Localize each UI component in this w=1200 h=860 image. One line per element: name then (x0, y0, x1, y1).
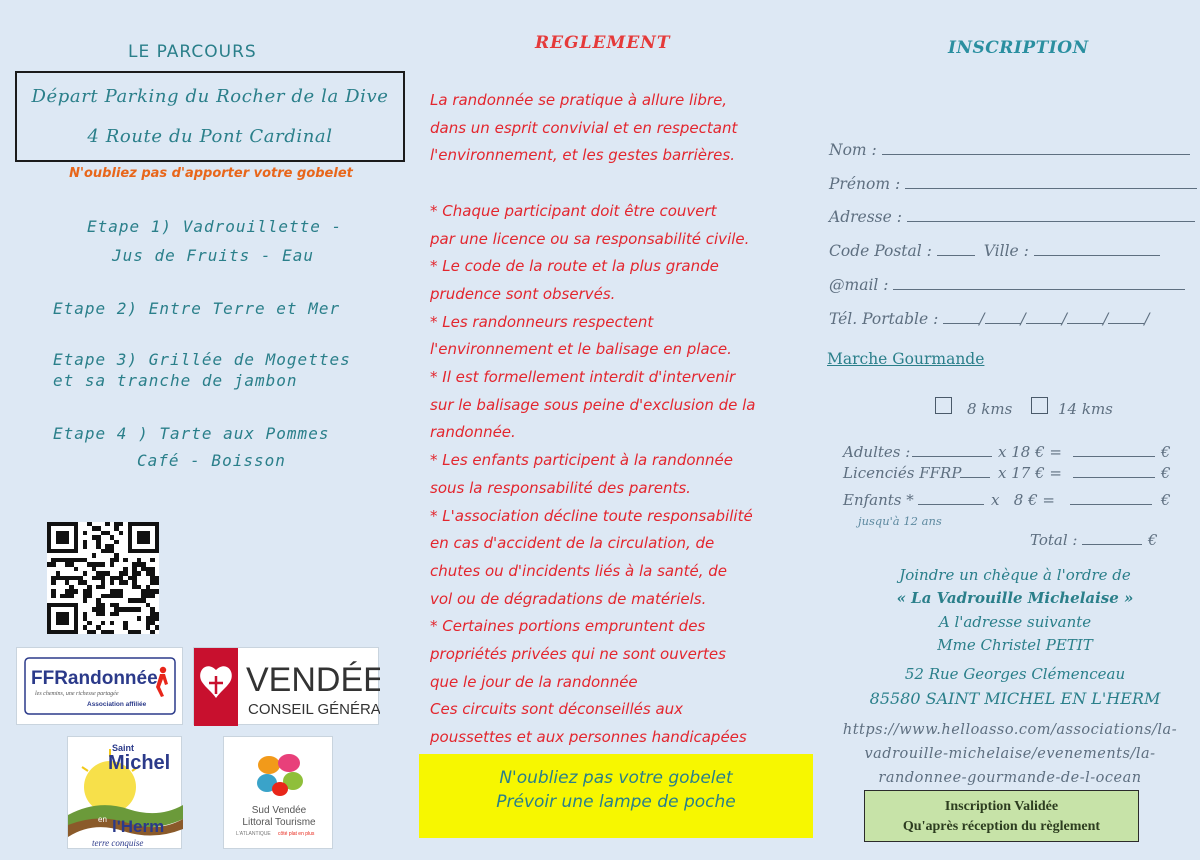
reglement-line: que le jour de la randonnée (430, 672, 638, 691)
ville-label: Ville : (983, 242, 1029, 260)
licencies-total-input[interactable] (1073, 464, 1155, 482)
reglement-line: * Certaines portions empruntent des (430, 617, 706, 636)
reminder-box (419, 754, 813, 838)
adresse-field[interactable] (829, 208, 1195, 226)
stmichel-en: en (98, 815, 107, 824)
saint-michel-logo (67, 736, 182, 849)
prenom-label: Prénom : (829, 175, 901, 193)
reglement-line: * Les randonneurs respectent (430, 312, 654, 331)
option-14km-label: 14 kms (1058, 400, 1113, 418)
licencies-calc: x 17 € = (998, 464, 1062, 482)
reminder-line-1: N'oubliez pas votre gobelet (499, 768, 733, 788)
code-postal-field[interactable] (829, 242, 1160, 260)
helloasso-url-line-1[interactable]: https://www.helloasso.com/associations/la- (842, 722, 1178, 738)
helloasso-url-line-2[interactable]: vadrouille-michelaise/evenements/la- (864, 746, 1156, 762)
reglement-line: La randonnée se pratique à allure libre, (430, 91, 728, 109)
reglement-line: * Le code de la route et la plus grande (430, 257, 719, 276)
validation-line-1: Inscription Validée (944, 799, 1059, 814)
reglement-line: poussettes et aux personnes handicapées (430, 728, 747, 747)
validation-line-2: Qu'après réception du règlement (902, 819, 1101, 834)
ffr-name: FFRandonnée (31, 668, 158, 689)
checkbox-14km[interactable] (1031, 397, 1048, 414)
adultes-qty-input[interactable] (912, 443, 992, 461)
stmichel-herm: l'Herm (112, 817, 165, 836)
adultes-label: Adultes : (843, 443, 911, 461)
enfants-calc: x 8 € = (991, 491, 1055, 509)
cheque-payee: « La Vadrouille Michelaise » (896, 589, 1134, 607)
reglement-line: l'environnement et le balisage en place. (430, 340, 732, 359)
adresse-label: Adresse : (829, 208, 902, 226)
parcours-title: LE PARCOURS (128, 42, 257, 62)
reglement-line: * L'association décline toute responsabilité (430, 506, 753, 525)
nom-field[interactable] (829, 141, 1190, 159)
licencies-label: Licenciés FFRP (843, 464, 962, 482)
etape-4-line-1: Etape 4 ) Tarte aux Pommes (53, 424, 330, 443)
sud-line-1: Sud Vendée (251, 805, 307, 816)
sud-line-3b: côté plat en plus (278, 831, 315, 837)
mail-field[interactable] (829, 276, 1185, 294)
reglement-title: REGLEMENT (535, 33, 671, 53)
reglement-line: prudence sont observés. (430, 284, 616, 303)
enfants-euro: € (1161, 491, 1171, 509)
enfants-label: Enfants * (843, 491, 914, 509)
mail-label: @mail : (829, 276, 889, 294)
reglement-line: dans un esprit convivial et en respectant (430, 118, 738, 137)
ffrandonnee-logo (16, 647, 183, 725)
ffr-tag: les chemins, une richesse partagée (35, 691, 119, 697)
sud-line-3: L'ATLANTIQUE (236, 831, 271, 837)
reglement-line: * Les enfants participent à la randonnée (430, 451, 733, 470)
reglement-line: propriétés privées qui ne sont ouvertes (430, 645, 726, 663)
adresse-suivante: A l'adresse suivante (938, 613, 1092, 631)
etape-3-line-1: Etape 3) Grillée de Mogettes (53, 350, 351, 369)
adultes-total-input[interactable] (1073, 443, 1155, 461)
sud-line-2: Littoral Tourisme (242, 817, 316, 828)
telephone-field[interactable]: Tél. Portable : / / / / / (829, 310, 1150, 328)
adultes-calc: x 18 € = (998, 443, 1062, 461)
etape-1-line-1: Etape 1) Vadrouillette - (87, 217, 343, 236)
reminder-line-2: Prévoir une lampe de poche (496, 792, 736, 812)
sud-vendee-logo (223, 736, 333, 849)
cheque-instruction: Joindre un chèque à l'ordre de (899, 566, 1131, 584)
enfants-qty-input[interactable] (918, 491, 984, 509)
stmichel-top: Saint (112, 743, 135, 753)
etape-1-line-2: Jus de Fruits - Eau (112, 246, 315, 265)
contact-name: Mme Christel PETIT (937, 636, 1093, 654)
reglement-line: * Chaque participant doit être couvert (430, 201, 717, 220)
helloasso-url-line-3[interactable]: randonnee-gourmande-de-l-ocean (878, 770, 1142, 786)
reglement-line: Ces circuits sont déconseillés aux (430, 700, 684, 719)
vendee-logo (193, 647, 379, 725)
reglement-line: randonnée. (430, 423, 516, 442)
depart-line-1: Départ Parking du Rocher de la Dive (31, 86, 389, 107)
vendee-sub: CONSEIL GÉNÉRAL (248, 701, 380, 718)
street-address: 52 Rue Georges Clémenceau (904, 665, 1126, 683)
city-address: 85580 SAINT MICHEL EN L'HERM (869, 689, 1161, 708)
licencies-euro: € (1161, 464, 1171, 482)
reglement-line: par une licence ou sa responsabilité civile. (430, 229, 750, 248)
reglement-line: * Il est formellement interdit d'intervenir (430, 368, 736, 386)
reglement-line: vol ou de dégradations de matériels. (430, 589, 707, 608)
stmichel-name: Michel (108, 752, 171, 774)
option-8km-label: 8 kms (967, 400, 1013, 418)
ffr-sub: Association affiliée (87, 701, 147, 708)
total-input[interactable] (1082, 531, 1142, 549)
reglement-line: en cas d'accident de la circulation, de (430, 534, 715, 553)
checkbox-8km[interactable] (935, 397, 952, 414)
etape-3-line-2: et sa tranche de jambon (53, 371, 298, 390)
qr-code (47, 522, 159, 634)
marche-gourmande-heading: Marche Gourmande (827, 350, 985, 368)
reglement-line: l'environnement, et les gestes barrières. (430, 146, 735, 165)
etape-2: Etape 2) Entre Terre et Mer (53, 299, 341, 318)
reglement-line: sur le balisage sous peine d'exclusion de la (430, 395, 756, 414)
tel-label: Tél. Portable : (829, 310, 939, 328)
validation-notice (864, 790, 1139, 842)
vendee-name: VENDÉE (246, 661, 380, 699)
adultes-euro: € (1161, 443, 1171, 461)
reglement-line: chutes ou d'incidents liés à la santé, de (430, 561, 728, 580)
licencies-qty-input[interactable] (960, 464, 990, 482)
prenom-field[interactable] (829, 175, 1197, 193)
inscription-title: INSCRIPTION (948, 38, 1089, 58)
nom-label: Nom : (829, 141, 877, 159)
depart-line-2: 4 Route du Pont Cardinal (87, 126, 333, 147)
total-euro: € (1148, 531, 1158, 549)
total-label: Total : (1030, 531, 1078, 549)
stmichel-tag: terre conquise (92, 838, 144, 848)
reglement-line: sous la responsabilité des parents. (430, 478, 691, 497)
gobelet-note: N'oubliez pas d'apporter votre gobelet (69, 166, 353, 181)
etape-4-line-2: Café - Boisson (137, 451, 286, 470)
enfants-total-input[interactable] (1070, 491, 1152, 509)
enfants-age-note: jusqu'à 12 ans (858, 514, 942, 528)
cp-label: Code Postal : (829, 242, 932, 260)
depart-box (15, 71, 405, 162)
